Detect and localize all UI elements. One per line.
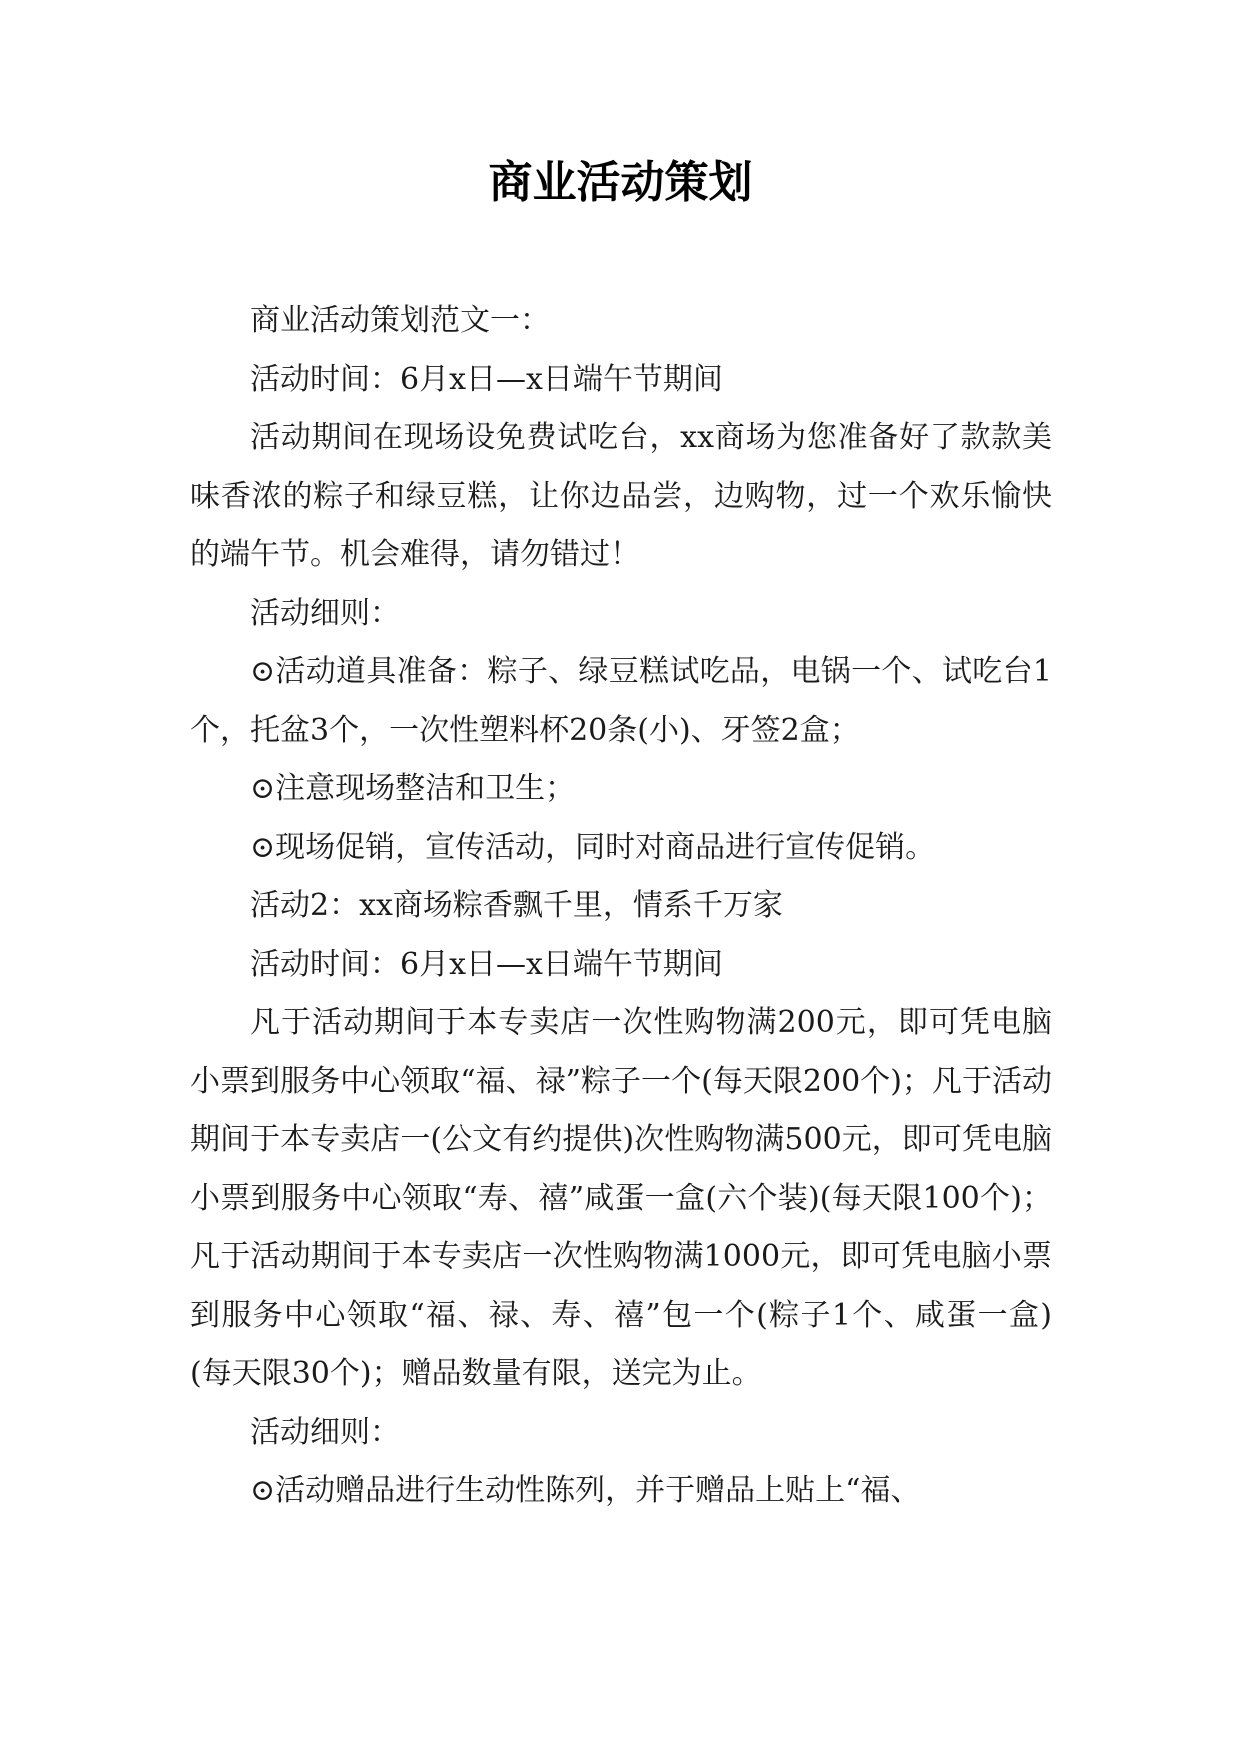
- paragraph-display: ⊙活动赠品进行生动性陈列，并于赠品上贴上“福、: [250, 1473, 921, 1508]
- paragraph-gifts: 凡于活动期间于本专卖店一次性购物满200元，即可凭电脑小票到服务中心领取“福、禄”粽子一个(每天限200个)；凡于活动期间于本专卖店一(公文有约提供)次性购物满500元，即可凭电脑小票到服务中心领取“寿、禧”咸蛋一盒(六个装)(每天限100个)；凡于活动期间于本专卖店一次性购物满1000元，即可凭电脑小票到服务中心领取“福、禄、寿、禧”包一个(粽子1个、咸蛋一盒)(每天限30个)；赠品数量有限，送完为止。: [190, 1005, 1052, 1391]
- paragraph-rules-heading-1: 活动细则：: [250, 595, 400, 631]
- paragraph-time-1: 活动时间：6月x日—x日端午节期间: [250, 361, 723, 397]
- paragraph-promotion: ⊙现场促销，宣传活动，同时对商品进行宣传促销。: [250, 829, 936, 865]
- paragraph-time-2: 活动时间：6月x日—x日端午节期间: [250, 946, 723, 982]
- document-body: [190, 292, 1052, 1521]
- paragraph-activity-2: 活动2：xx商场粽香飘千里，情系千万家: [250, 888, 783, 923]
- paragraph-tasting: 活动期间在现场设免费试吃台，xx商场为您准备好了款款美味香浓的粽子和绿豆糕，让你边品尝，边购物，过一个欢乐愉快的端午节。机会难得，请勿错过！: [190, 420, 1052, 572]
- paragraph-hygiene: ⊙注意现场整洁和卫生；: [250, 771, 576, 806]
- document-title: 商业活动策划: [488, 157, 753, 208]
- paragraph-props: ⊙活动道具准备：粽子、绿豆糕试吃品，电锅一个、试吃台1个，托盆3个，一次性塑料杯20条(小)、牙签2盒；: [190, 654, 1052, 748]
- paragraph-intro: 商业活动策划范文一：: [250, 303, 550, 338]
- paragraph-rules-heading-2: 活动细则：: [250, 1414, 400, 1450]
